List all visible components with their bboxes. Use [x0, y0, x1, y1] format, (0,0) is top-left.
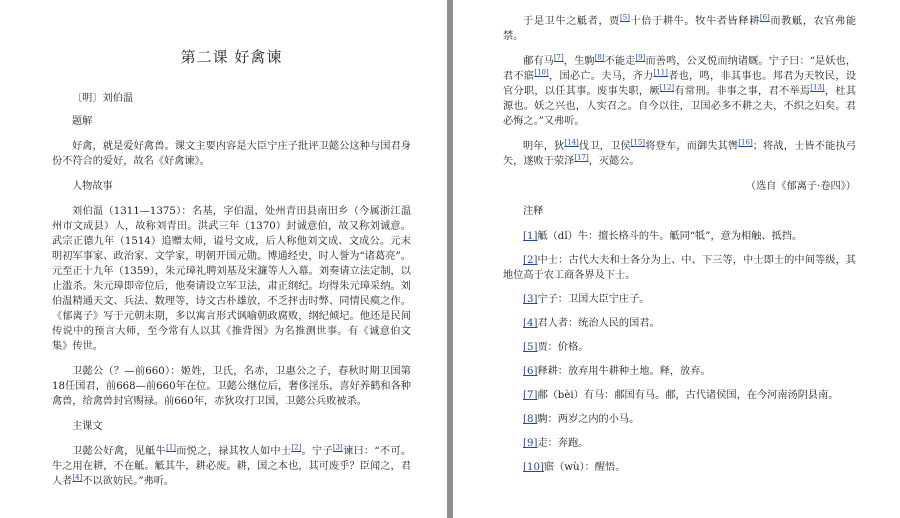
author-line: 〔明〕刘伯温 [72, 93, 134, 104]
footnote-link-11[interactable]: [11] [653, 68, 668, 77]
main-text-span: 不以欲妨民。”弗听。 [82, 476, 175, 487]
footnote-link-3[interactable]: [3] [332, 443, 343, 452]
main-text-span: 而教觝，农官弗能禁。 [503, 16, 857, 42]
main-text-span: 郙有马 [523, 56, 554, 67]
main-text-paragraph-1 [52, 444, 411, 489]
main-text-span: 伐卫，卫侯 [578, 141, 631, 152]
note-text: 释耕：放弃用牛耕种土地。释，放弃。 [537, 366, 711, 377]
footnote-link-7[interactable]: [7] [553, 53, 564, 62]
note-text: 觝（dǐ）牛：擅长格斗的牛。觝同“牴”，意为相触、抵挡。 [537, 231, 803, 242]
wei-yigong-paragraph: 卫懿公（？—前660）：姬姓，卫氏，名赤，卫惠公之子，春秋时期卫国第18任国君，前668—前660年在位。卫懿公继位后，奢侈淫乐，喜好养鹤和各种禽兽，给禽兽封官赐禄。前660年，赤狄攻打卫国，卫懿公兵败被杀。 [52, 366, 411, 407]
note-item [503, 253, 856, 283]
main-text-span: 而善鸣，公叉悦而纳诸厩。宁子曰：“是妖也，君不寤 [503, 56, 857, 82]
footnote-link-1[interactable]: [1] [166, 443, 177, 452]
note-anchor[interactable]: [9] [523, 438, 538, 449]
footnote-link-15[interactable]: [15] [630, 138, 646, 147]
note-text: 贾：价格。 [537, 342, 589, 353]
note-anchor[interactable]: [2] [523, 255, 538, 266]
section-heading-renwu: 人物故事 [72, 181, 113, 192]
footnote-link-14[interactable]: [14] [564, 138, 579, 147]
main-text-span: 将登车，而御失其辔 [645, 141, 739, 152]
main-text-span: ，国必亡。夫马，齐力 [548, 71, 654, 82]
section-heading-jieti: 题解 [72, 116, 93, 127]
main-text-span: ，杜其源也。妖之兴也，人实召之。自今以往，卫国必多不耕之夫，不织之妇矣。君必悔之。”又弗听。 [503, 86, 857, 127]
note-text: 宁子：卫国大臣宁庄子。 [537, 294, 650, 305]
main-text-span: 于是卫牛之觝者，贾 [523, 16, 621, 27]
main-text-span: 。宁子 [301, 446, 333, 457]
note-item [503, 436, 856, 451]
note-text: 駒：两岁之内的小马。 [537, 414, 640, 425]
main-text-paragraph-3 [503, 54, 856, 129]
main-text-paragraph-2 [503, 14, 856, 44]
main-text-span: ，灭懿公。 [588, 156, 640, 167]
note-anchor[interactable]: [7] [523, 390, 538, 401]
note-text: 走：奔跑。 [537, 438, 589, 449]
main-text-paragraph-4 [503, 139, 856, 169]
main-text-span: 有常刑。非事之事，君不举焉 [674, 86, 811, 97]
note-item [503, 388, 856, 403]
note-anchor[interactable]: [5] [523, 342, 538, 353]
note-anchor[interactable]: [1] [523, 231, 538, 242]
main-text-span: 谏曰：“不可。牛之用在耕，不在觝。觝其牛，耕必废。耕，国之本也，其可废乎？臣闻之，君人者 [52, 446, 412, 487]
footnote-link-10[interactable]: [10] [534, 68, 549, 77]
note-anchor[interactable]: [4] [523, 318, 538, 329]
lesson-title: 第二课 好禽谏 [180, 48, 283, 66]
main-text-span: 不能走 [604, 56, 636, 67]
note-item [503, 460, 856, 475]
footnote-link-8[interactable]: [8] [594, 53, 605, 62]
note-text: 中士：古代大夫和士各分为上、中、下三等，中士即士的中间等级，其地位高于农工商各界及下士。 [503, 255, 856, 281]
note-anchor[interactable]: [3] [523, 294, 538, 305]
footnote-link-16[interactable]: [16] [738, 138, 753, 147]
main-text-span: 而悦之，禄其牧人如中士 [176, 446, 292, 457]
note-item [503, 412, 856, 427]
footnote-link-6[interactable]: [6] [759, 13, 770, 22]
main-text-span: 明年，狄 [523, 141, 565, 152]
footnote-link-9[interactable]: [9] [635, 53, 646, 62]
note-anchor[interactable]: [8] [523, 414, 538, 425]
note-text: 郙（bèi）有马：郙国有马。郙，古代诸侯国，在今河南汤阴县南。 [537, 390, 839, 401]
jieti-paragraph: 好禽，就是爱好禽兽。课文主要内容是大臣宁庄子批评卫懿公这种与国君身份不符合的爱好，故名《好禽谏》。 [52, 141, 411, 167]
note-item [503, 229, 856, 244]
note-item [503, 340, 856, 355]
footnote-link-12[interactable]: [12] [659, 83, 675, 92]
footnote-link-4[interactable]: [4] [72, 473, 83, 482]
note-anchor[interactable]: [10] [523, 462, 544, 473]
note-text: 君人者：统治人民的国君。 [537, 318, 660, 329]
note-anchor[interactable]: [6] [523, 366, 538, 377]
note-item [503, 316, 856, 331]
main-text-span: 卫懿公好禽，见觝牛 [72, 446, 167, 457]
notes-heading: 注释 [523, 206, 544, 217]
main-text-span: 者也，鸣，非其事也。邦君为天牧民，设官分职，以任其事。废事失职，厥 [503, 71, 857, 97]
footnote-link-17[interactable]: [17] [574, 153, 589, 162]
main-text-span: 十倍于耕牛。牧牛者皆释耕 [629, 16, 760, 27]
note-item [503, 364, 856, 379]
page-left [0, 0, 447, 518]
note-text: 寤（wù）：醒悟。 [543, 462, 626, 473]
footnote-link-2[interactable]: [2] [291, 443, 302, 452]
footnote-link-13[interactable]: [13] [810, 83, 825, 92]
liu-bowen-paragraph: 刘伯温（1311—1375）：名基，字伯温，处州青田县南田乡（今属浙江温州市文成县）人，故称刘青田。洪武三年（1370）封诚意伯，故又称刘诚意。武宗正德九年（1514）追赠太师，谥号文成，后人称他刘文成、文成公。元末明初军事家、政治家、文学家，明朝开国元勋。博通经史，时人誉为“诸葛亮”。元至正十九年（1359），朱元璋礼聘刘基及宋濂等人入幕。刘奏请立法定制，以止滥杀。朱元璋即帝位后，他奏请设立军卫法，肃正纲纪。均得朱元璋采纳。刘伯温精通天文、兵法、数理等，诗文古朴雄放，不乏抨击时弊、同情民瘼之作。《郁离子》写于元朝末期，多以寓言形式讽喻朝政腐败，纲纪倾圮。他还是民间传说中的预言大师，至今常有人以其《推背图》为名推测世事。有《诚意伯文集》传世。 [52, 206, 411, 352]
main-text-span: ，生駒 [563, 56, 595, 67]
main-text-span: ；将战，士皆不能执弓矢，遂败于荥泽 [503, 141, 857, 167]
note-item [503, 292, 856, 307]
notes-list [503, 229, 856, 475]
footnote-link-5[interactable]: [5] [620, 13, 630, 22]
page-right [453, 0, 900, 518]
section-heading-zhuke: 主课文 [72, 421, 103, 432]
source-citation: （选自《郁离子·卷四》） [745, 181, 856, 192]
